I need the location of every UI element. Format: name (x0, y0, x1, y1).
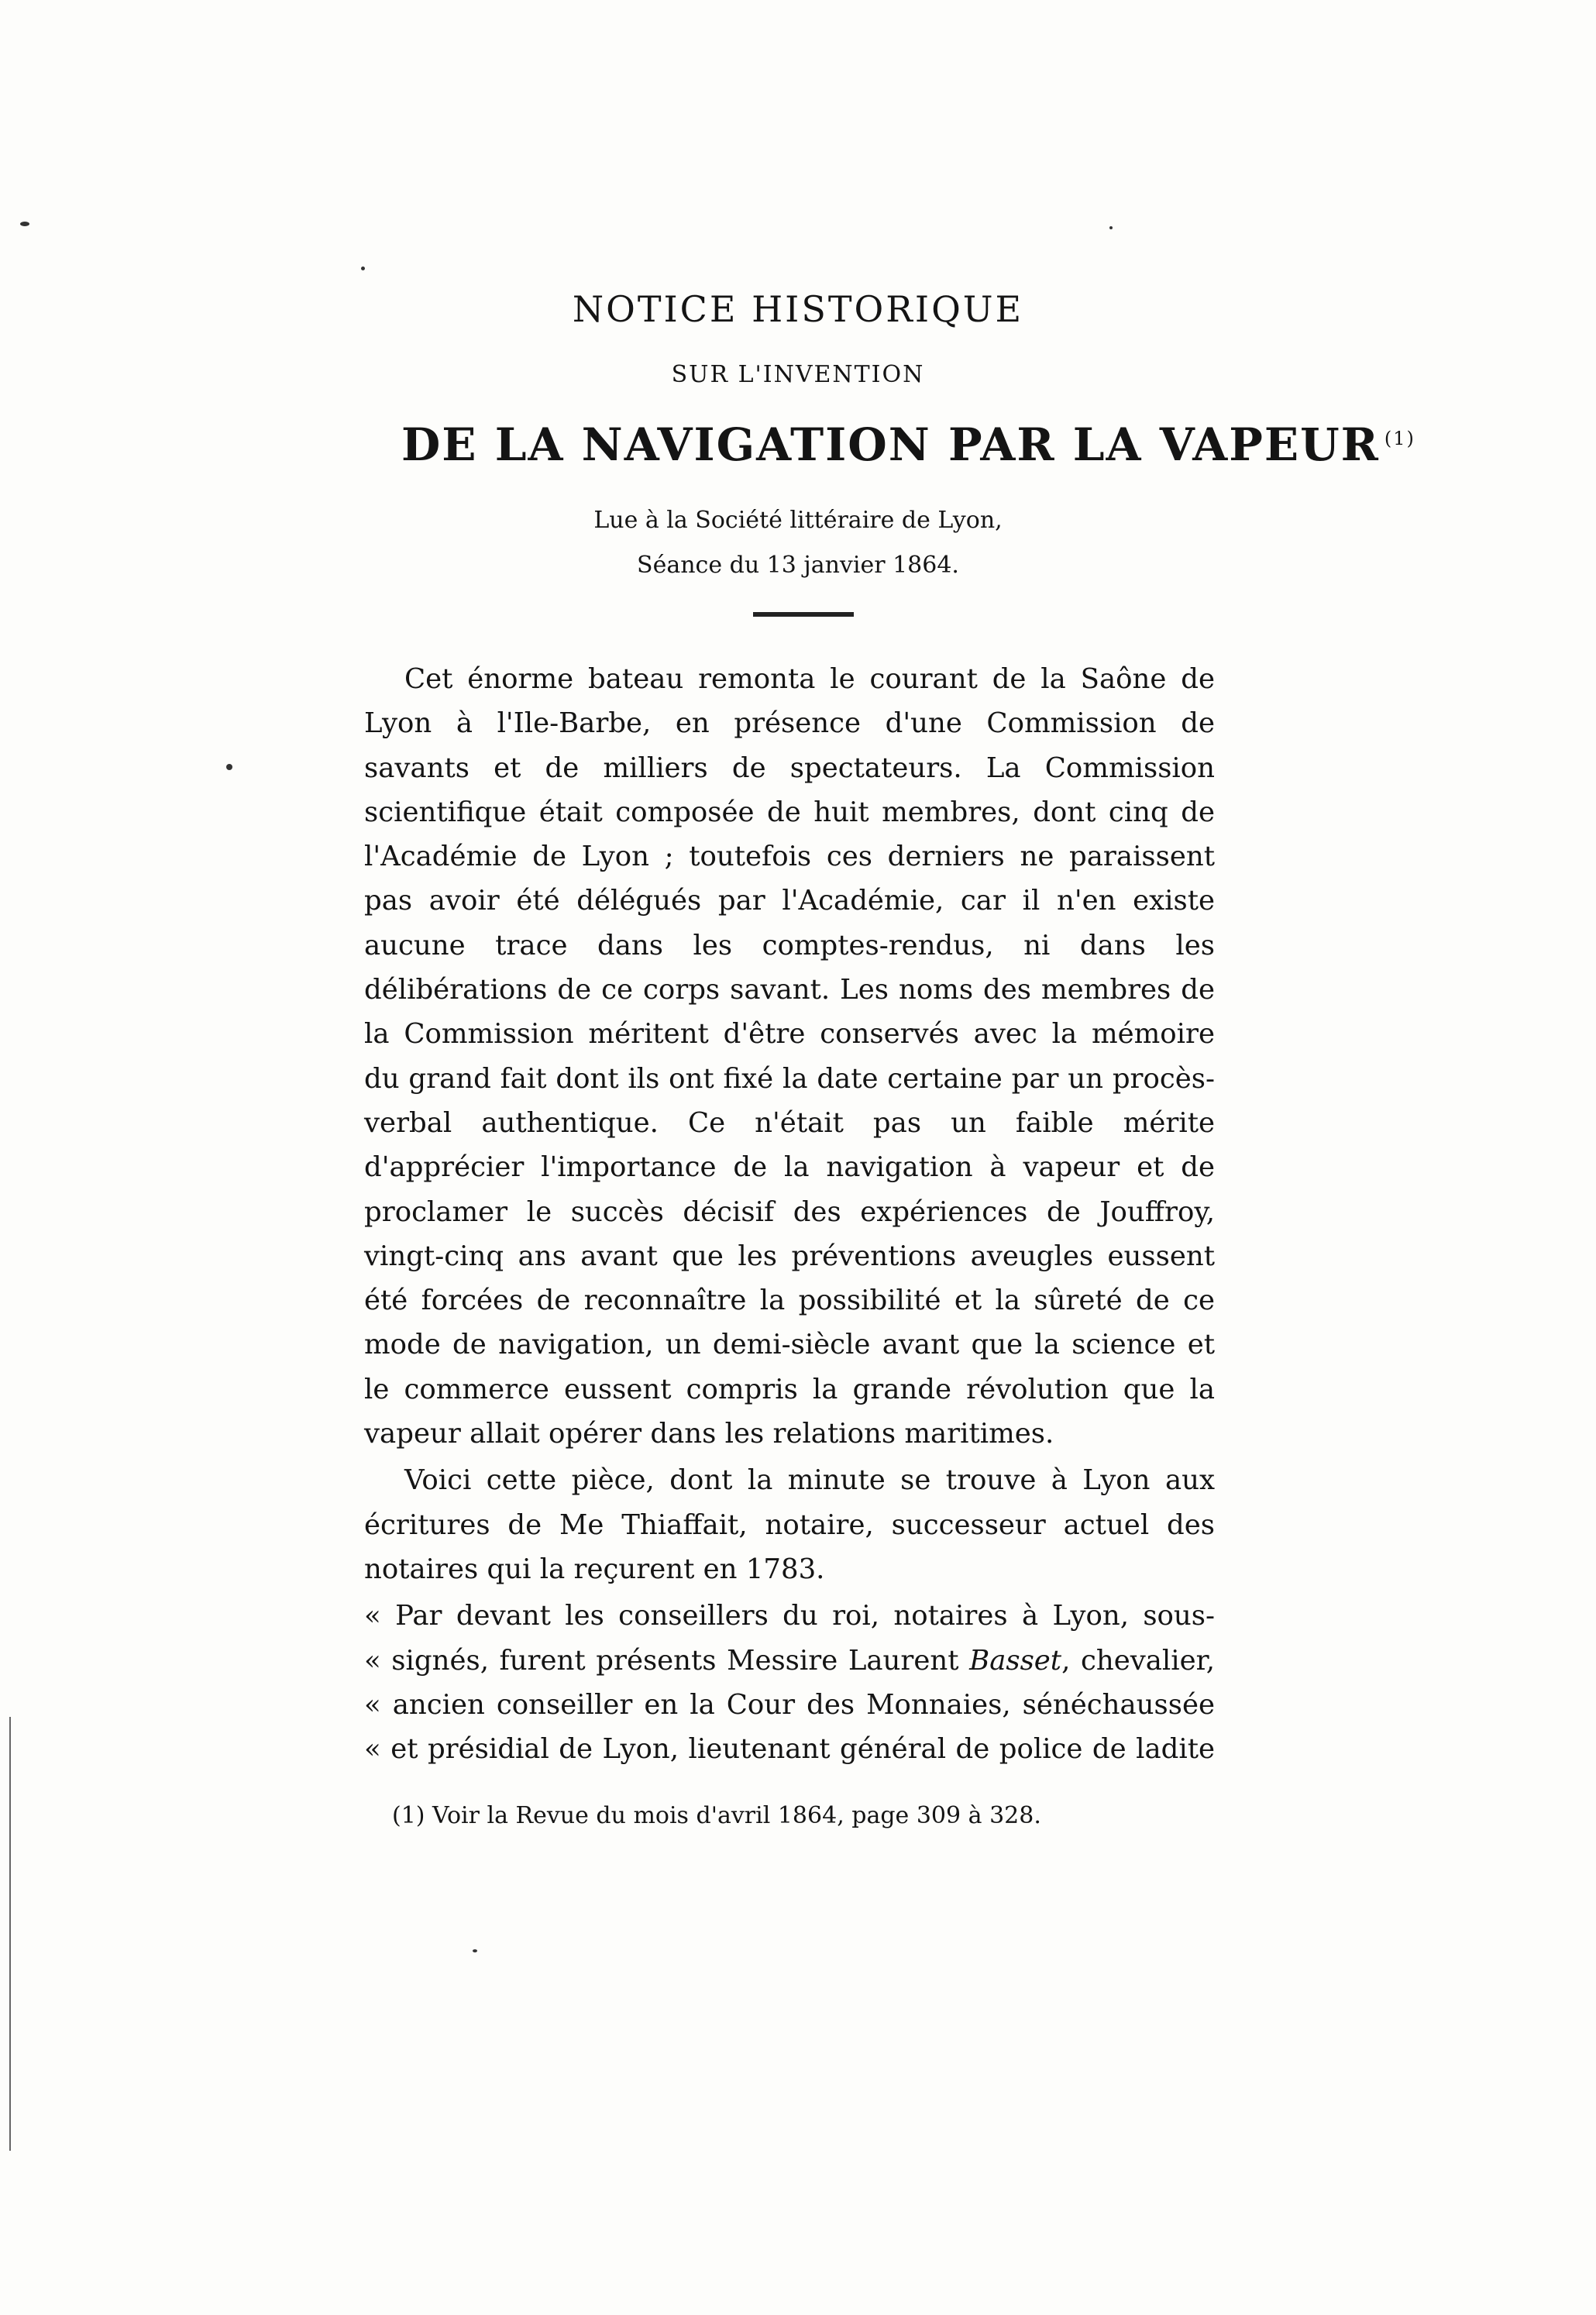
title-line-3-text: DE LA NAVIGATION PAR LA VAPEUR (401, 418, 1380, 471)
subtitle-line-2: Séance du 13 janvier 1864. (637, 552, 959, 579)
paragraph-1: Cet énorme bateau remonta le courant de la Saône de Lyon à l'Ile-Barbe, en présence d'une Commission de savants et de milliers de spectateurs. La Commission scientifique était composée de huit membres, dont cinq de l'Académie de Lyon ; toutefois ces derniers ne paraissent pas avoir été délégués par l'Académie, car il n'en existe aucune trace dans les comptes-rendus, ni dans les délibérations de ce corps savant. Les noms des membres de la Commission méritent d'être conservés avec la mémoire du grand fait dont ils ont fixé la date certaine par un procès-verbal authentique. Ce n'était pas un faible mérite d'apprécier l'importance de la navigation à vapeur et de proclamer le succès décisif des expériences de Jouffroy, vingt-cinq ans avant que les préventions aveugles eussent été forcées de reconnaître la possibilité et la sûreté de ce mode de navigation, un demi-siècle avant que la science et le commerce eussent compris la grande révolution que la vapeur allait opérer dans les relations maritimes. (364, 663, 1215, 1450)
quote-line-3: « ancien conseiller en la Cour des Monnaies, sénéchaussée (364, 1688, 1215, 1721)
scan-edge-line (9, 1717, 11, 2151)
quote-line-2-end: , chevalier, (1061, 1644, 1215, 1677)
scan-speck (361, 267, 365, 270)
quote-line-2-start: « signés, furent présents Messire Laurent (364, 1644, 970, 1677)
title-line-2: SUR L'INVENTION (671, 361, 925, 388)
quote-line-1: « Par devant les conseillers du roi, notaires à Lyon, sous- (364, 1600, 1215, 1632)
title-divider (753, 612, 854, 617)
scan-speck (1109, 226, 1113, 229)
title-line-1: NOTICE HISTORIQUE (572, 288, 1024, 330)
scan-speck (20, 222, 29, 226)
quote-line-4: « et présidial de Lyon, lieutenant général de police de ladite (364, 1733, 1215, 1766)
scan-speck (473, 1949, 477, 1952)
footnote: (1) Voir la Revue du mois d'avril 1864, page 309 à 328. (392, 1802, 1041, 1829)
paragraph-2: Voici cette pièce, dont la minute se trouve à Lyon aux écritures de Me Thiaffait, notaire, successeur actuel des notaires qui la reçurent en 1783. (364, 1464, 1215, 1585)
quote-line-2 (364, 1639, 1215, 1683)
subtitle-line-1: Lue à la Société littéraire de Lyon, (593, 507, 1003, 534)
quote-block (364, 1594, 1215, 1771)
quote-name-basset: Basset (969, 1644, 1062, 1677)
title-footnote-marker: (1) (1384, 427, 1415, 449)
title-line-3 (401, 418, 1415, 471)
scan-speck (226, 764, 232, 770)
body-text (364, 657, 1215, 1771)
